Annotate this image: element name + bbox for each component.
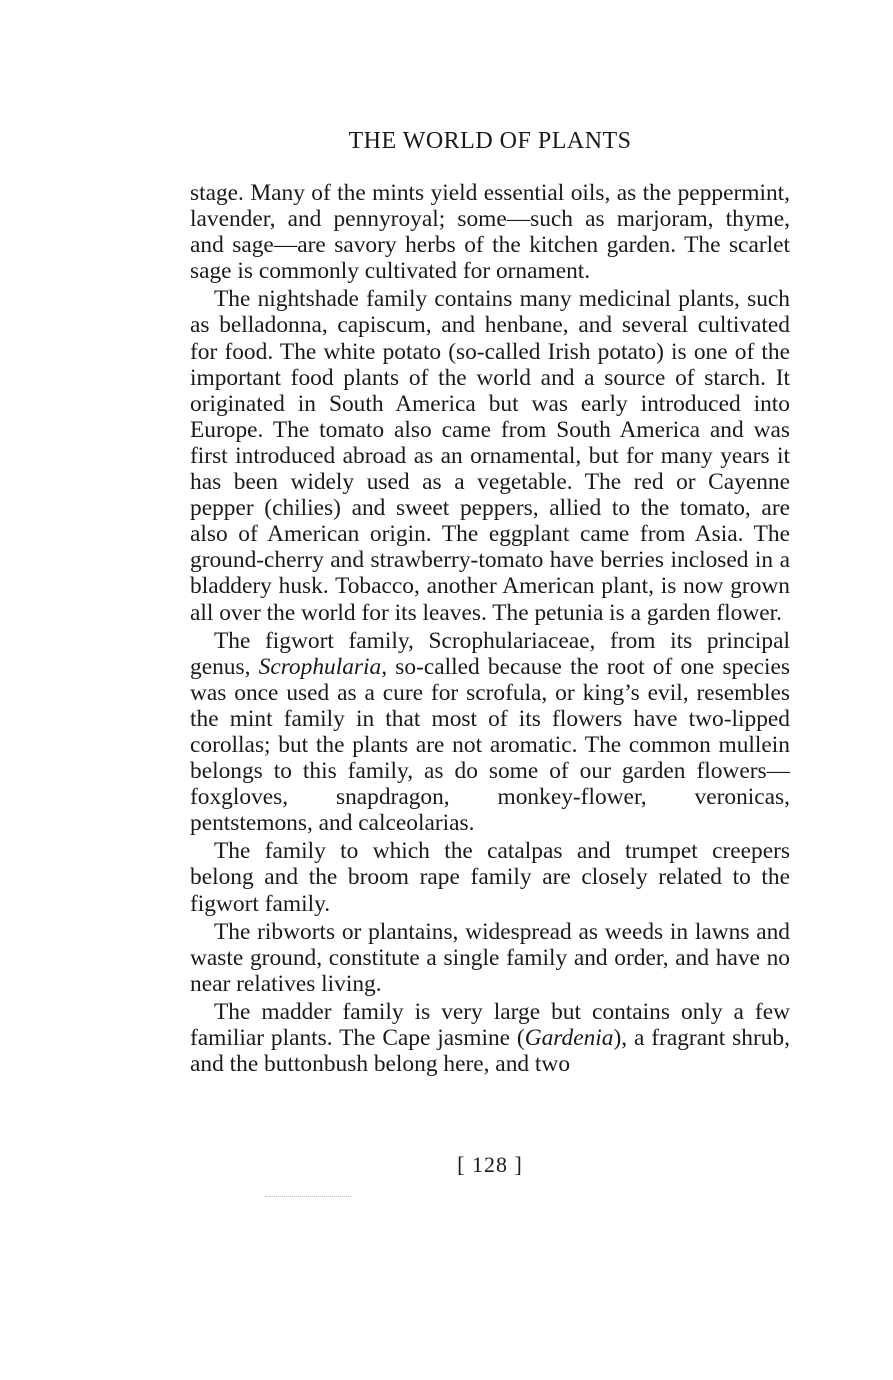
paragraph-1 — [190, 180, 790, 284]
paragraph-text: stage. Many of the mints yield essential oils, as the peppermint, lavender, and pennyroyal; some—such as marjoram, thyme, and sage—are savory herbs of the kitchen garden. The scarlet sage is commonly cultivated for ornament. — [190, 180, 790, 285]
paragraph-3 — [190, 628, 790, 837]
paragraph-text: ), a fragrant shrub, and the buttonbush belong here, and two — [190, 1025, 790, 1078]
paragraph-text: The family to which the catalpas and trumpet creepers belong and the broom rape family are closely related to the figwort family. — [190, 838, 790, 917]
paragraph-5 — [190, 919, 790, 997]
scan-artifact-divider — [265, 1196, 351, 1197]
paragraph-text: The figwort family, Scrophulariaceae, from its principal genus, — [190, 627, 790, 680]
body-text — [190, 180, 790, 1079]
paragraph-4 — [190, 838, 790, 916]
paragraph-text: so-called because the root of one species was once used as a cure for scrofula, or king’s evil, resembles the mint family in that most of its flowers have two-lipped corollas; but the plants are not aromatic. The common mullein belongs to this family, as do some of our garden flowers—foxgloves, snapdragon, monkey-flower, veronicas, pentstemons, and calceolarias. — [190, 653, 790, 837]
paragraph-text: The madder family is very large but contains only a few familiar plants. The Cape jasmine ( — [190, 998, 790, 1051]
italic-genus-name: Scrophularia, — [258, 653, 388, 680]
paragraph-text: The ribworts or plantains, widespread as weeds in lawns and waste ground, constitute a single family and order, and have no near relatives living. — [190, 918, 790, 997]
paragraph-text: The nightshade family contains many medicinal plants, such as belladonna, capiscum, and henbane, and several cultivated for food. The white potato (so-called Irish potato) is one of the important food plants of the world and a source of starch. It originated in South America but was early introduced into Europe. The tomato also came from South America and was first introduced abroad as an ornamental, but for many years it has been widely used as a vegetable. The red or Cayenne pepper (chilies) and sweet peppers, allied to the tomato, are also of American origin. The eggplant came from Asia. The ground-cherry and strawberry-tomato have berries inclosed in a bladdery husk. Tobacco, another American plant, is now grown all over the world for its leaves. The petunia is a garden flower. — [190, 286, 790, 626]
paragraph-2 — [190, 286, 790, 625]
paragraph-6 — [190, 999, 790, 1077]
italic-genus-name: Gardenia — [524, 1025, 614, 1051]
running-title: THE WORLD OF PLANTS — [348, 128, 632, 154]
page-number: [ 128 ] — [457, 1152, 523, 1177]
